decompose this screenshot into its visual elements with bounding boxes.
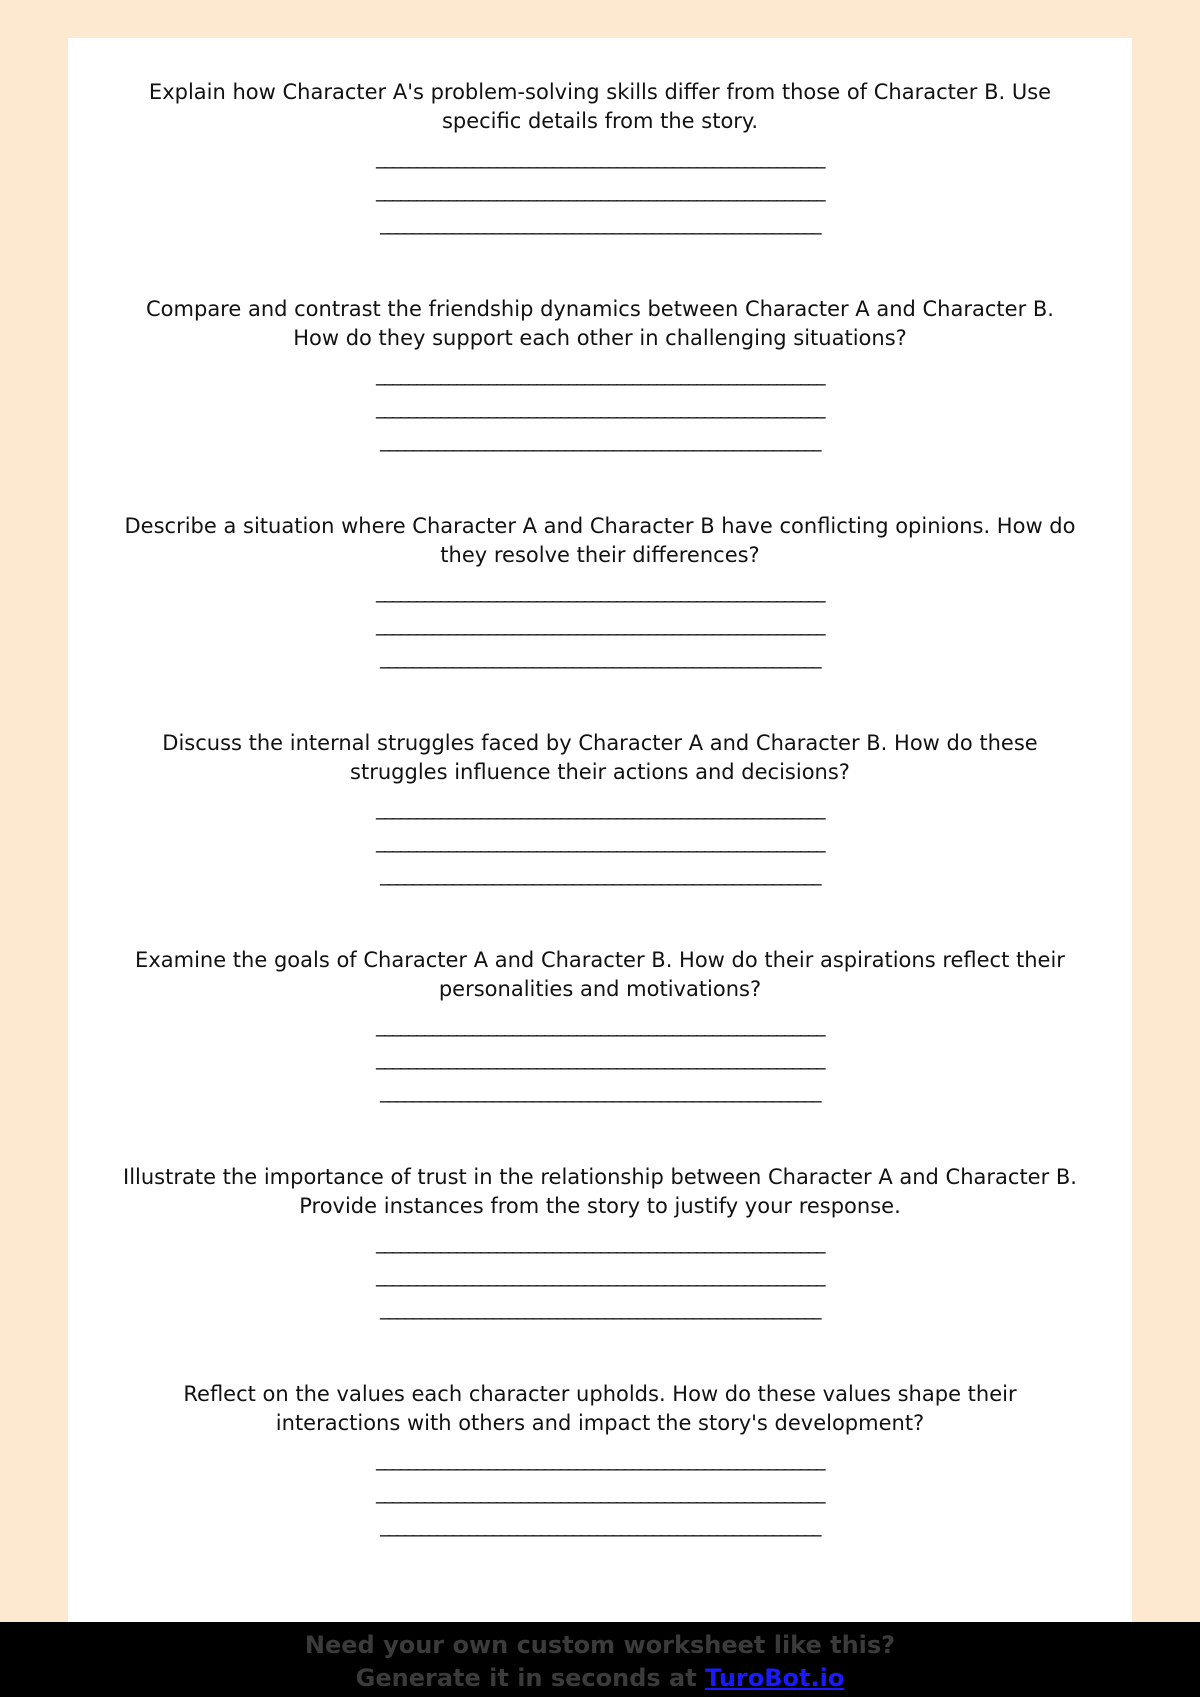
answer-line[interactable]: ________________________________________________________	[376, 397, 824, 419]
question-2	[68, 295, 1132, 458]
answer-lines	[68, 1444, 1132, 1543]
answer-line[interactable]: _______________________________________________________	[380, 1515, 820, 1537]
answer-line[interactable]: ________________________________________________________	[376, 581, 824, 603]
worksheet-sheet	[68, 38, 1132, 1628]
answer-lines	[68, 1227, 1132, 1326]
answer-line[interactable]: _______________________________________________________	[380, 864, 820, 886]
answer-line[interactable]: ________________________________________________________	[376, 1482, 824, 1504]
promo-footer	[0, 1622, 1200, 1697]
answer-line[interactable]: ________________________________________________________	[376, 614, 824, 636]
question-6	[68, 1163, 1132, 1326]
footer-headline: Need your own custom worksheet like this?	[304, 1631, 896, 1659]
question-3	[68, 512, 1132, 675]
answer-lines	[68, 793, 1132, 892]
answer-lines	[68, 576, 1132, 675]
answer-lines	[68, 359, 1132, 458]
answer-lines	[68, 1010, 1132, 1109]
question-prompt: Reflect on the values each character upholds. How do these values shape their interactions with others and impact the story's development?	[183, 1382, 1017, 1435]
answer-line[interactable]: ________________________________________________________	[376, 831, 824, 853]
footer-tagline	[0, 1663, 1200, 1693]
question-5	[68, 946, 1132, 1109]
answer-line[interactable]: ________________________________________________________	[376, 798, 824, 820]
answer-line[interactable]: _______________________________________________________	[380, 430, 820, 452]
answer-line[interactable]: ________________________________________________________	[376, 1015, 824, 1037]
answer-line[interactable]: ________________________________________________________	[376, 147, 824, 169]
answer-line[interactable]: ________________________________________________________	[376, 1048, 824, 1070]
question-prompt: Examine the goals of Character A and Character B. How do their aspirations reflect their personalities and motivations?	[135, 948, 1065, 1001]
answer-lines	[68, 142, 1132, 241]
question-prompt: Compare and contrast the friendship dynamics between Character A and Character B. How do they support each other in challenging situations?	[146, 297, 1054, 350]
question-7	[68, 1380, 1132, 1543]
answer-line[interactable]: ________________________________________________________	[376, 1232, 824, 1254]
answer-line[interactable]: _______________________________________________________	[380, 213, 820, 235]
answer-line[interactable]: ________________________________________________________	[376, 180, 824, 202]
question-prompt: Explain how Character A's problem-solving skills differ from those of Character B. Use specific details from the story.	[148, 80, 1052, 133]
turobot-link[interactable]: TuroBot.io	[705, 1664, 845, 1692]
question-4	[68, 729, 1132, 892]
answer-line[interactable]: _______________________________________________________	[380, 1298, 820, 1320]
question-prompt: Illustrate the importance of trust in the relationship between Character A and Character B. Provide instances from the story to justify your response.	[123, 1165, 1077, 1218]
answer-line[interactable]: _______________________________________________________	[380, 647, 820, 669]
answer-line[interactable]: ________________________________________________________	[376, 1265, 824, 1287]
footer-tagline-text: Generate it in seconds at	[355, 1664, 706, 1692]
question-1	[68, 78, 1132, 241]
question-prompt: Discuss the internal struggles faced by Character A and Character B. How do these struggles influence their actions and decisions?	[162, 731, 1038, 784]
answer-line[interactable]: ________________________________________________________	[376, 1449, 824, 1471]
answer-line[interactable]: _______________________________________________________	[380, 1081, 820, 1103]
question-prompt: Describe a situation where Character A and Character B have conflicting opinions. How do they resolve their differences?	[124, 514, 1076, 567]
answer-line[interactable]: ________________________________________________________	[376, 364, 824, 386]
